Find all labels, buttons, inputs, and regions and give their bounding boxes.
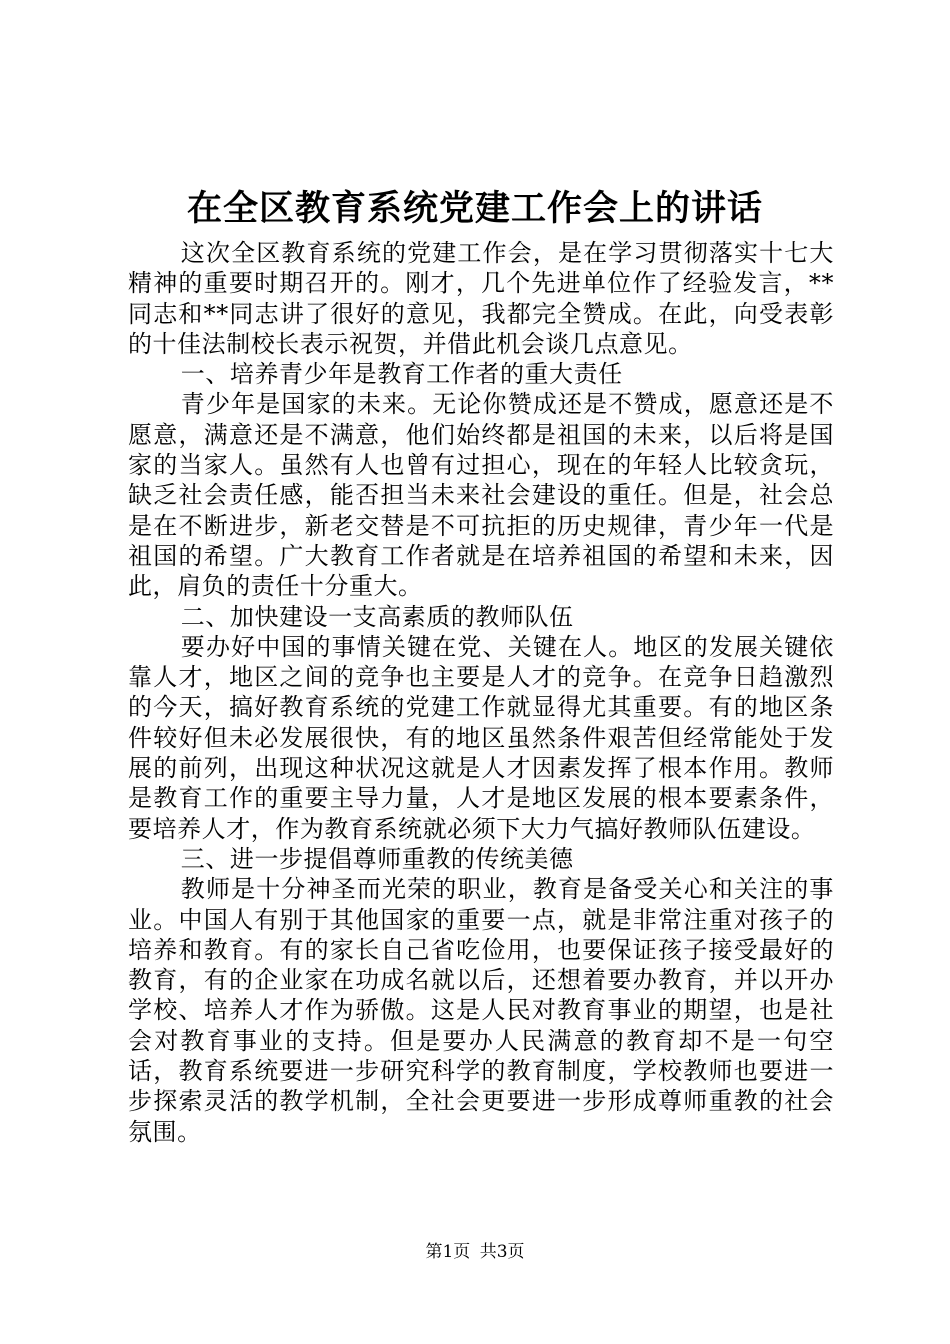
section-heading-2: 二、加快建设一支高素质的教师队伍: [180, 602, 574, 631]
section-heading-1: 一、培养青少年是教育工作者的重大责任: [180, 360, 623, 389]
page-number: 第1页: [425, 1242, 471, 1262]
paragraph-intro: 这次全区教育系统的党建工作会，是在学习贯彻落实十七大精神的重要时期召开的。刚才，几个先进单位作了经验发言，**同志和**同志讲了很好的意见，我都完全赞成。在此，向受表彰的十佳法制校长表示祝贺，并借此机会谈几点意见。: [128, 239, 834, 358]
section-heading-3: 三、进一步提倡尊师重教的传统美德: [180, 844, 574, 873]
page-total: 共3页: [479, 1242, 525, 1262]
page-footer: [0, 1240, 950, 1264]
document-body: [128, 238, 834, 1147]
paragraph-section-3: 教师是十分神圣而光荣的职业，教育是备受关心和关注的事业。中国人有别于其他国家的重要一点，就是非常注重对孩子的培养和教育。有的家长自己省吃俭用，也要保证孩子接受最好的教育，有的企业家在功成名就以后，还想着要办教育，并以开办学校、培养人才作为骄傲。这是人民对教育事业的期望，也是社会对教育事业的支持。但是要办人民满意的教育却不是一句空话，教育系统要进一步研究科学的教育制度，学校教师也要进一步探索灵活的教学机制，全社会更要进一步形成尊师重教的社会氛围。: [128, 875, 834, 1146]
document-title: 在全区教育系统党建工作会上的讲话: [186, 188, 763, 229]
paragraph-section-1: 青少年是国家的未来。无论你赞成还是不赞成，愿意还是不愿意，满意还是不满意，他们始终都是祖国的未来，以后将是国家的当家人。虽然有人也曾有过担心，现在的年轻人比较贪玩，缺乏社会责任感，能否担当未来社会建设的重任。但是，社会总是在不断进步，新老交替是不可抗拒的历史规律，青少年一代是祖国的希望。广大教育工作者就是在培养祖国的希望和未来，因此，肩负的责任十分重大。: [128, 390, 834, 601]
paragraph-section-2: 要办好中国的事情关键在党、关键在人。地区的发展关键依靠人才，地区之间的竞争也主要是人才的竞争。在竞争日趋激烈的今天，搞好教育系统的党建工作就显得尤其重要。有的地区条件较好但未必发展很快，有的地区虽然条件艰苦但经常能处于发展的前列，出现这种状况这就是人才因素发挥了根本作用。教师是教育工作的重要主导力量，人才是地区发展的根本要素条件，要培养人才，作为教育系统就必须下大力气搞好教师队伍建设。: [128, 632, 834, 843]
